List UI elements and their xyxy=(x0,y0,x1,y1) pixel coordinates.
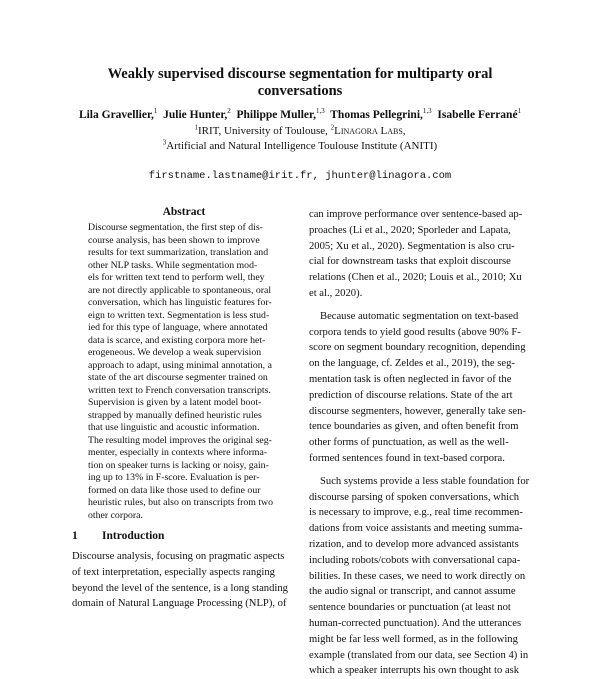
text-line: Because automatic segmentation on text-based xyxy=(320,310,519,322)
text-line: which a speaker interrupts his own thought to ask xyxy=(309,665,520,677)
abstract-line: heuristic rules, but also on transcripts from two xyxy=(88,497,274,508)
paragraph-gap xyxy=(309,302,537,309)
abstract-line: course analysis, has been shown to improve xyxy=(88,234,260,246)
text-line: rization, and to develop more advanced assistants xyxy=(309,538,519,550)
abstract-body xyxy=(88,222,280,522)
text-line: human-corrected punctuation). And the utterances xyxy=(309,617,522,629)
text-line: can improve performance over sentence-based ap- xyxy=(309,209,523,220)
title-line-2: conversations xyxy=(257,83,343,99)
abstract-line: erogeneous. We develop a weak supervision xyxy=(88,347,262,358)
section-title: Introduction xyxy=(102,530,165,542)
text-line: discourse segmenters, however, generally take sen- xyxy=(309,405,526,417)
text-line: domain of Natural Language Processing (NLP), of xyxy=(72,598,287,610)
text-line: relations (Chen et al., 2020; Louis et al., 2010; Xu xyxy=(309,272,522,284)
text-line: corpora tends to yield good results (above 90% F- xyxy=(309,326,521,338)
author-5-affiliation: 1 xyxy=(517,107,522,116)
affiliation-line-2 xyxy=(40,140,560,152)
text-line: sentence boundaries or punctuation (at least not xyxy=(309,602,511,614)
introduction-body xyxy=(72,549,294,612)
abstract-line: Discourse segmentation, the first step of dis- xyxy=(88,222,263,233)
abstract-line: data is scarce, and existing corpora more het- xyxy=(88,334,266,346)
affiliation-3: Artificial and Natural Intelligence Toulouse Institute (ANITI) xyxy=(166,140,438,152)
text-line: tence boundaries as given, and often benefit from xyxy=(309,421,519,433)
abstract-line: tion on speaker turns is lacking or noisy, gain- xyxy=(88,459,269,471)
text-line: Such systems provide a less stable foundation for xyxy=(320,475,530,487)
text-line: example (translated from our data, see Section 4) in xyxy=(309,649,529,661)
abstract-line: menter, especially in contexts where informa- xyxy=(88,447,268,458)
text-line: formed sentences found in text-based corpora. xyxy=(309,452,505,464)
abstract-line: are not directly applicable to spontaneous, oral xyxy=(88,284,272,296)
paragraph-2 xyxy=(309,309,537,467)
text-line: beyond the level of the sentence, is a long standing xyxy=(72,582,288,594)
abstract-line: strapped by manually defined heuristic rules xyxy=(88,409,262,421)
author-4: Thomas Pellegrini, xyxy=(330,109,423,121)
abstract-line: other NLP tasks. While segmentation mod- xyxy=(88,259,258,271)
abstract-line: eign to written text. Segmentation is less stud- xyxy=(88,309,270,321)
author-3: Philippe Muller, xyxy=(236,109,316,121)
affiliation-2-marker: 2 xyxy=(330,123,335,132)
text-line: is necessary to improve, e.g., real time recommen- xyxy=(309,507,523,519)
text-line: including robots/cobots with conversational capa- xyxy=(309,554,521,566)
text-line: on the language, cf. Zeldes et al., 2019), the seg- xyxy=(309,358,515,370)
author-3-affiliation: 1,3 xyxy=(315,107,325,116)
paragraph-gap xyxy=(309,467,537,474)
abstract-heading: Abstract xyxy=(162,206,206,218)
abstract-line: that use linguistic and acoustic information. xyxy=(88,422,260,433)
text-line: score on segment boundary recognition, depending xyxy=(309,342,526,354)
paragraph-3 xyxy=(309,474,537,679)
text-line: mentation task is often neglected in favor of the xyxy=(309,373,512,385)
text-line: proaches (Li et al., 2020; Sporleder and Lapata, xyxy=(309,224,511,236)
text-line: discourse parsing of spoken conversations, which xyxy=(309,491,520,503)
author-4-affiliation: 1,3 xyxy=(422,107,432,116)
author-emails: firstname.lastname@irit.fr, jhunter@linagora.com xyxy=(148,170,452,182)
right-column xyxy=(309,207,537,679)
section-number: 1 xyxy=(72,530,78,542)
abstract-line: els for written text tend to perform well, they xyxy=(88,272,265,283)
paper-title xyxy=(60,66,540,100)
affiliation-2: Linagora Labs, xyxy=(334,125,406,137)
abstract-line: formed on data like those used to define our xyxy=(88,484,261,496)
text-line: Discourse analysis, focusing on pragmatic aspects xyxy=(72,551,285,562)
text-line: might be far less well formed, as in the following xyxy=(309,633,518,645)
abstract-line: results for text summarization, translation and xyxy=(88,247,269,258)
paragraph-1 xyxy=(309,207,537,302)
abstract-line: Supervision is given by a latent model boot- xyxy=(88,397,262,408)
text-line: 2005; Xu et al., 2020). Segmentation is also cru- xyxy=(309,240,515,252)
author-5: Isabelle Ferrané xyxy=(437,109,518,121)
abstract-line: The resulting model improves the original seg- xyxy=(88,434,272,446)
abstract-line: ing up to 13% in F-score. Evaluation is per- xyxy=(88,472,260,483)
section-heading-introduction xyxy=(72,530,164,542)
abstract-line: state of the art discourse segmenter trained on xyxy=(88,372,268,383)
author-2-affiliation: 2 xyxy=(227,107,231,116)
title-line-1: Weakly supervised discourse segmentation for multiparty oral xyxy=(107,66,493,82)
abstract-line: other corpora. xyxy=(88,509,143,521)
affiliation-1: IRIT, University of Toulouse, xyxy=(197,125,331,137)
affiliation-3-marker: 3 xyxy=(162,138,167,147)
abstract-line: ied for this type of language, where annotated xyxy=(88,322,268,333)
text-line: of text interpretation, especially aspects ranging xyxy=(72,566,275,578)
text-line: the audio signal or transcript, and cannot assume xyxy=(309,586,516,598)
text-line: cial for downstream tasks that exploit discourse xyxy=(309,256,511,268)
text-line: bilities. In these cases, we need to work directly on xyxy=(309,570,526,582)
text-line: prediction of discourse relations. State of the art xyxy=(309,389,513,401)
text-line: other forms of punctuation, as well as the well- xyxy=(309,437,509,449)
text-line: dations from voice assistants and meeting summa- xyxy=(309,523,523,535)
author-2: Julie Hunter, xyxy=(163,109,228,121)
author-list xyxy=(40,109,560,121)
abstract-line: conversation, which has linguistic features for- xyxy=(88,297,272,308)
affiliation-line-1 xyxy=(40,125,560,137)
abstract-line: written text to French conversation transcripts. xyxy=(88,384,271,396)
author-1-affiliation: 1 xyxy=(153,107,158,116)
author-1: Lila Gravellier, xyxy=(78,109,154,121)
abstract-line: approach to adapt, using minimal annotation, a xyxy=(88,359,272,371)
text-line: et al., 2020). xyxy=(309,287,363,299)
affiliation-1-marker: 1 xyxy=(194,123,198,132)
